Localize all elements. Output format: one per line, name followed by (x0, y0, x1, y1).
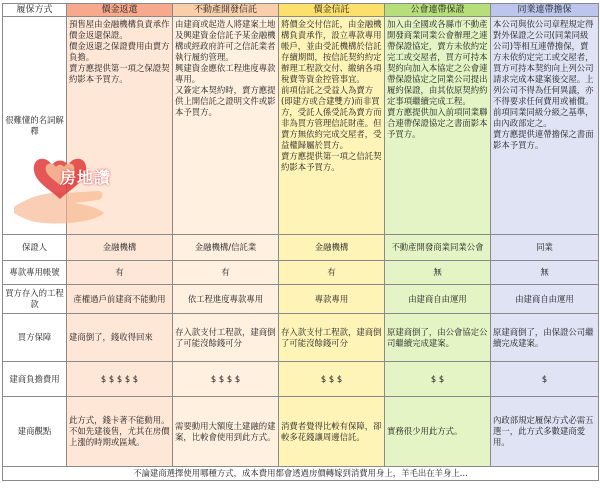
escrow-label: 專款專用帳號 (3, 261, 67, 285)
cost-cell-3: $ $ $ (279, 362, 385, 397)
comparison-table (2, 3, 599, 481)
guarantor-cell-1: 金融機構 (67, 235, 173, 261)
explanation-2-p1: 由建商或起造人將建案土地及興建資金信託予某金融機構或經政府許可之信託業者執行履約管理。 (175, 19, 276, 62)
explanation-4-p2: 賣方應提供加入前項同業聯合連帶保證協定之書面影本予買方。 (387, 107, 488, 139)
cost-cell-2: $ $ $ $ (173, 362, 279, 397)
logo-hand-svg (8, 147, 108, 229)
cost-cell-1: $ $ $ $ $ (67, 362, 173, 397)
header-col-2: 不動產開發信託 (173, 4, 279, 17)
protection-cell-2: 存入款支付工程款，建商倒了可能沒餘錢可分 (173, 314, 279, 362)
builder-view-4-p1: 實務很少用此方式。 (387, 426, 463, 436)
builder-view-1-p1: 此方式，錢卡著不能動用。 (69, 415, 170, 425)
explanation-5-p2: 前項同業同級分級之基準，由內政部定之。 (493, 107, 594, 128)
explanation-3-p2: 前項信託之受益人為賣方(即建方或合建雙方)而非買方，受託人係受託為賣方而非為買方管理信託財產。但賣方無依約完成交屋者，受益權歸屬於買方。 (281, 85, 382, 150)
guarantor-cell-5: 同業 (491, 235, 599, 261)
footer-row (3, 467, 599, 481)
escrow-cell-5: 無 (491, 261, 599, 285)
buyer-funds-row (3, 285, 599, 314)
explanation-1-p3: 賣方應提供第一項之保證契約影本予買方。 (69, 63, 170, 84)
buyer-funds-cell-2: 依工程進度專款專用 (173, 285, 279, 314)
explanation-1-p1: 預售屋由金融機構負責承作價金返還保證。 (69, 19, 170, 40)
builder-view-cell-1 (67, 397, 173, 467)
logo-wordmark: 房地讚 (60, 168, 112, 187)
builder-view-cell-5 (491, 397, 599, 467)
cost-cell-4: $ $ (385, 362, 491, 397)
explanation-cell-2 (173, 17, 279, 235)
guarantor-cell-4: 不動產開發商業同業公會 (385, 235, 491, 261)
escrow-cell-2: 有 (173, 261, 279, 285)
explanation-3-p3: 賣方應提供第一項之信託契約影本予買方。 (281, 151, 382, 172)
header-col-3: 價金信託 (279, 4, 385, 17)
protection-cell-4: 原建商倒了，由公會協定公司繼續完成建案。 (385, 314, 491, 362)
logo-hand-icon (8, 147, 108, 229)
explanation-2-p2: 興建資金應依工程進度專款專用。 (175, 63, 276, 84)
builder-view-1-p2: 不如先建後售，尤其在房價上漲的時期或區域。 (69, 426, 170, 447)
explanation-4-p1: 加入由全國或各縣市不動產開發商業同業公會辦理之連帶保證協定，賣方未依約定完工或交屋者，買方可持本契約向加入本協定之公會連帶保證協定之同業公司提出履約保證，由其依原契約約定事項繼續完成工程。 (387, 19, 488, 106)
footer-note: 不論建商選擇使用哪種方式，成本費用都會透過房價轉嫁到消費用身上，羊毛出在羊身上... (3, 467, 599, 481)
header-col-5: 同業連帶擔保 (491, 4, 599, 17)
explanation-1-p2: 價金返還之保證費用由賣方負擔。 (69, 41, 170, 62)
builder-view-cell-3 (279, 397, 385, 467)
header-col-1: 價金返還 (67, 4, 173, 17)
escrow-cell-4: 無 (385, 261, 491, 285)
protection-row (3, 314, 599, 362)
escrow-row (3, 261, 599, 285)
buyer-funds-label: 買方存入的工程款 (3, 285, 67, 314)
guarantor-row (3, 235, 599, 261)
explanation-cell-3 (279, 17, 385, 235)
builder-view-5-p1: 內政部規定履保方式必需五選一，此方式多數建商愛用。 (493, 415, 594, 447)
buyer-funds-cell-3: 專款專用 (279, 285, 385, 314)
cost-label: 建商負擔費用 (3, 362, 67, 397)
explanation-cell-5 (491, 17, 599, 235)
builder-view-2-p1: 需要動用大額度土建融的建案，比較會使用到此方式。 (175, 420, 276, 442)
explanation-cell-4 (385, 17, 491, 235)
guarantor-cell-3: 金融機構 (279, 235, 385, 261)
guarantor-label: 保證人 (3, 235, 67, 261)
buyer-funds-cell-5: 由建商自由運用 (491, 285, 599, 314)
comparison-sheet (2, 3, 598, 481)
builder-view-cell-2 (173, 397, 279, 467)
header-row-label: 履保方式 (3, 4, 67, 17)
explanation-5-p1: 本公司與依公司章程規定得對外保證之公司(同業同級公司)等相互連帶擔保，賣方未依約定完工或交屋者，買方可持本契約向上列公司請求完成本建案後交屋。上列公司不得為任何異議，亦不得要求任何費用或補償。 (493, 19, 594, 106)
escrow-cell-3: 有 (279, 261, 385, 285)
protection-cell-1: 建商倒了，錢收得回來 (67, 314, 173, 362)
header-col-4: 公會連帶保證 (385, 4, 491, 17)
explanation-label: 很難懂的名詞解釋 (3, 17, 67, 235)
protection-label: 買方保障 (3, 314, 67, 362)
builder-view-3-p1: 消費者覺得比較有保障，卻較多花錢讓周邊信託。 (281, 420, 382, 442)
guarantor-cell-2: 金融機構/信託業 (173, 235, 279, 261)
explanation-2-p3: 又簽定本契約時，賣方應提供上開信託之證明文件或影本予買方。 (175, 85, 276, 117)
builder-view-label: 建商觀點 (3, 397, 67, 467)
header-row (3, 4, 599, 17)
builder-view-row (3, 397, 599, 467)
protection-cell-5: 原建商倒了，由保證公司繼續完成建案。 (491, 314, 599, 362)
protection-cell-3: 存入款支付工程款，建商倒了可能沒餘錢可分 (279, 314, 385, 362)
explanation-5-p3: 賣方應提供連帶擔保之書面影本予買方。 (493, 129, 594, 150)
buyer-funds-cell-4: 由建商自由運用 (385, 285, 491, 314)
buyer-funds-cell-1: 產權過戶前建商不能動用 (67, 285, 173, 314)
builder-view-cell-4 (385, 397, 491, 467)
cost-cell-5: $ (491, 362, 599, 397)
escrow-cell-1: 有 (67, 261, 173, 285)
cost-row (3, 362, 599, 397)
explanation-3-p1: 將價金交付信託，由金融機構負責承作，設立專款專用帳戶，並由受託機構於信託存續期間，按信託契約約定辦理工程款交付、繳納各項稅費等資金控管事宜。 (281, 19, 382, 84)
